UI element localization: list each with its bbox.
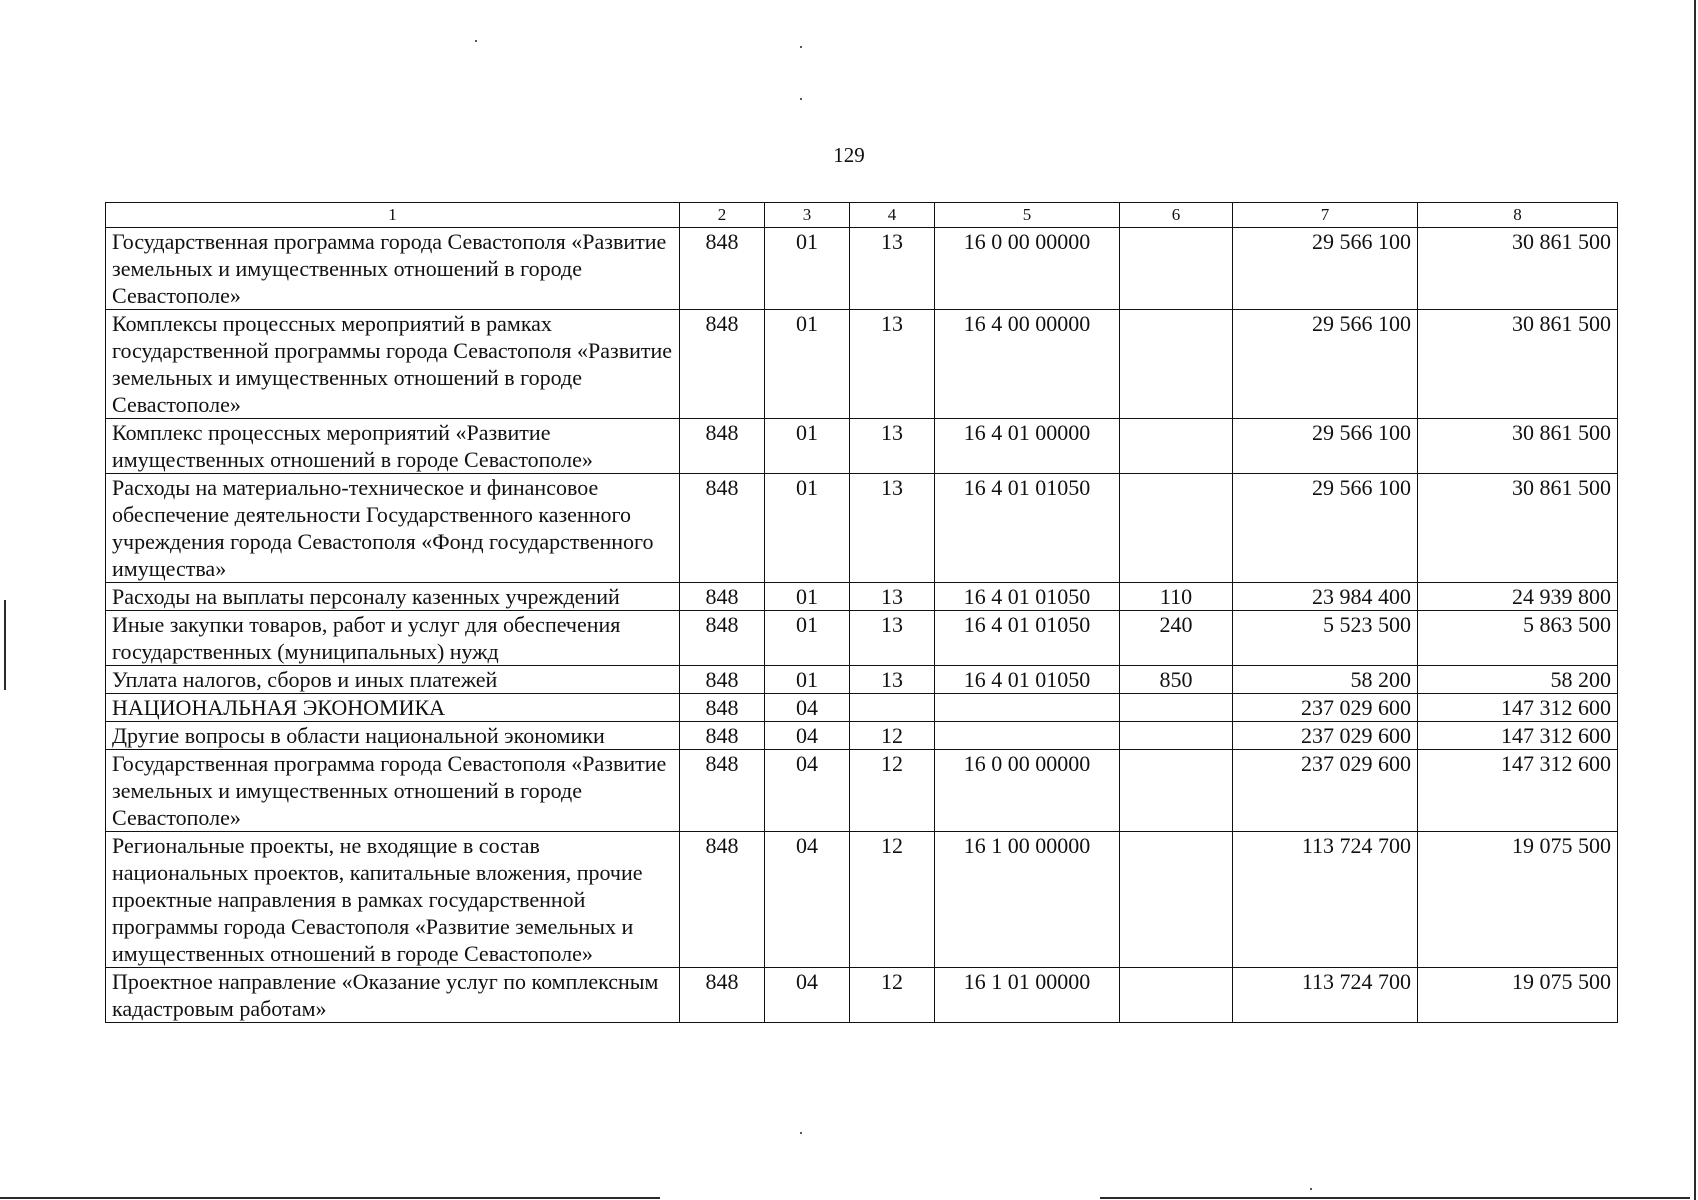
target-article — [935, 722, 1120, 750]
target-article: 16 4 01 00000 — [935, 419, 1120, 474]
chapter-code: 848 — [680, 968, 765, 1023]
row-name: Государственная программа города Севастополя «Развитие земельных и имущественных отношений в городе Севастополе» — [106, 228, 680, 310]
expense-type — [1120, 310, 1233, 419]
table-row — [106, 968, 1618, 1023]
amount-col7: 5 523 500 — [1233, 611, 1418, 666]
target-article: 16 1 00 00000 — [935, 832, 1120, 968]
target-article: 16 4 01 01050 — [935, 611, 1120, 666]
scan-speck — [800, 98, 802, 100]
expense-type: 850 — [1120, 666, 1233, 694]
target-article — [935, 694, 1120, 722]
row-name: Уплата налогов, сборов и иных платежей — [106, 666, 680, 694]
amount-col7: 237 029 600 — [1233, 722, 1418, 750]
expense-type — [1120, 694, 1233, 722]
row-name: НАЦИОНАЛЬНАЯ ЭКОНОМИКА — [106, 694, 680, 722]
amount-col8: 147 312 600 — [1418, 694, 1618, 722]
amount-col8: 5 863 500 — [1418, 611, 1618, 666]
amount-col8: 30 861 500 — [1418, 228, 1618, 310]
row-name: Расходы на материально-техническое и финансовое обеспечение деятельности Государственного казенного учреждения города Севастополя «Фонд государственного имущества» — [106, 474, 680, 583]
expense-type — [1120, 832, 1233, 968]
subsection-code: 13 — [850, 611, 935, 666]
expense-type — [1120, 722, 1233, 750]
amount-col8: 147 312 600 — [1418, 722, 1618, 750]
section-code: 01 — [765, 474, 850, 583]
scan-edge-line — [0, 1197, 660, 1199]
table-row — [106, 611, 1618, 666]
table-row — [106, 419, 1618, 474]
chapter-code: 848 — [680, 722, 765, 750]
scan-speck — [800, 1132, 802, 1134]
amount-col7: 29 566 100 — [1233, 310, 1418, 419]
chapter-code: 848 — [680, 694, 765, 722]
section-code: 01 — [765, 419, 850, 474]
subsection-code: 13 — [850, 310, 935, 419]
table-row — [106, 694, 1618, 722]
amount-col8: 147 312 600 — [1418, 750, 1618, 832]
column-header: 2 — [680, 203, 765, 228]
amount-col8: 30 861 500 — [1418, 310, 1618, 419]
row-name: Другие вопросы в области национальной экономики — [106, 722, 680, 750]
amount-col7: 237 029 600 — [1233, 694, 1418, 722]
amount-col8: 19 075 500 — [1418, 832, 1618, 968]
section-code: 01 — [765, 611, 850, 666]
table-row — [106, 310, 1618, 419]
expense-type: 240 — [1120, 611, 1233, 666]
subsection-code: 13 — [850, 474, 935, 583]
expense-type — [1120, 228, 1233, 310]
expense-type — [1120, 474, 1233, 583]
target-article: 16 1 01 00000 — [935, 968, 1120, 1023]
table-row — [106, 832, 1618, 968]
target-article: 16 0 00 00000 — [935, 750, 1120, 832]
subsection-code — [850, 694, 935, 722]
scan-edge-line — [4, 600, 6, 690]
amount-col7: 237 029 600 — [1233, 750, 1418, 832]
amount-col7: 29 566 100 — [1233, 474, 1418, 583]
amount-col7: 23 984 400 — [1233, 583, 1418, 611]
row-name: Иные закупки товаров, работ и услуг для обеспечения государственных (муниципальных) нужд — [106, 611, 680, 666]
chapter-code: 848 — [680, 750, 765, 832]
subsection-code: 12 — [850, 968, 935, 1023]
column-header: 7 — [1233, 203, 1418, 228]
subsection-code: 13 — [850, 228, 935, 310]
subsection-code: 13 — [850, 666, 935, 694]
column-header: 4 — [850, 203, 935, 228]
table-row — [106, 228, 1618, 310]
amount-col7: 113 724 700 — [1233, 968, 1418, 1023]
expense-type — [1120, 968, 1233, 1023]
header-row — [106, 203, 1618, 228]
expense-type — [1120, 419, 1233, 474]
amount-col8: 24 939 800 — [1418, 583, 1618, 611]
chapter-code: 848 — [680, 666, 765, 694]
column-header: 8 — [1418, 203, 1618, 228]
subsection-code: 13 — [850, 419, 935, 474]
chapter-code: 848 — [680, 228, 765, 310]
table-row — [106, 750, 1618, 832]
table-row — [106, 474, 1618, 583]
amount-col7: 113 724 700 — [1233, 832, 1418, 968]
chapter-code: 848 — [680, 310, 765, 419]
expense-type — [1120, 750, 1233, 832]
table-row — [106, 583, 1618, 611]
table-row — [106, 666, 1618, 694]
row-name: Расходы на выплаты персоналу казенных учреждений — [106, 583, 680, 611]
subsection-code: 13 — [850, 583, 935, 611]
subsection-code: 12 — [850, 722, 935, 750]
chapter-code: 848 — [680, 474, 765, 583]
section-code: 04 — [765, 722, 850, 750]
amount-col8: 30 861 500 — [1418, 474, 1618, 583]
row-name: Комплекс процессных мероприятий «Развитие имущественных отношений в городе Севастополе» — [106, 419, 680, 474]
row-name: Комплексы процессных мероприятий в рамках государственной программы города Севастополя «Развитие земельных и имущественных отношений в городе Севастополе» — [106, 310, 680, 419]
section-code: 04 — [765, 750, 850, 832]
scan-edge-line — [1694, 0, 1696, 1200]
amount-col8: 58 200 — [1418, 666, 1618, 694]
column-header: 6 — [1120, 203, 1233, 228]
scan-edge-line — [1100, 1197, 1690, 1199]
section-code: 04 — [765, 968, 850, 1023]
section-code: 04 — [765, 694, 850, 722]
section-code: 01 — [765, 310, 850, 419]
target-article: 16 4 01 01050 — [935, 474, 1120, 583]
chapter-code: 848 — [680, 419, 765, 474]
scan-speck — [1310, 1188, 1312, 1190]
amount-col7: 29 566 100 — [1233, 419, 1418, 474]
target-article: 16 4 01 01050 — [935, 583, 1120, 611]
amount-col7: 58 200 — [1233, 666, 1418, 694]
amount-col8: 30 861 500 — [1418, 419, 1618, 474]
row-name: Региональные проекты, не входящие в состав национальных проектов, капитальные вложения, прочие проектные направления в рамках государственной программы города Севастополя «Развитие земельных и имущественных отношений в городе Севастополе» — [106, 832, 680, 968]
row-name: Государственная программа города Севастополя «Развитие земельных и имущественных отношений в городе Севастополе» — [106, 750, 680, 832]
budget-table — [105, 202, 1618, 1023]
scan-speck — [475, 40, 477, 42]
table-row — [106, 722, 1618, 750]
target-article: 16 0 00 00000 — [935, 228, 1120, 310]
section-code: 01 — [765, 228, 850, 310]
chapter-code: 848 — [680, 832, 765, 968]
section-code: 04 — [765, 832, 850, 968]
section-code: 01 — [765, 666, 850, 694]
section-code: 01 — [765, 583, 850, 611]
row-name: Проектное направление «Оказание услуг по комплексным кадастровым работам» — [106, 968, 680, 1023]
subsection-code: 12 — [850, 832, 935, 968]
target-article: 16 4 00 00000 — [935, 310, 1120, 419]
chapter-code: 848 — [680, 611, 765, 666]
column-header: 3 — [765, 203, 850, 228]
amount-col7: 29 566 100 — [1233, 228, 1418, 310]
target-article: 16 4 01 01050 — [935, 666, 1120, 694]
scan-speck — [800, 46, 802, 48]
subsection-code: 12 — [850, 750, 935, 832]
chapter-code: 848 — [680, 583, 765, 611]
column-header: 5 — [935, 203, 1120, 228]
column-header: 1 — [106, 203, 680, 228]
table-body — [106, 228, 1618, 1023]
page-number: 129 — [833, 143, 865, 167]
expense-type: 110 — [1120, 583, 1233, 611]
amount-col8: 19 075 500 — [1418, 968, 1618, 1023]
